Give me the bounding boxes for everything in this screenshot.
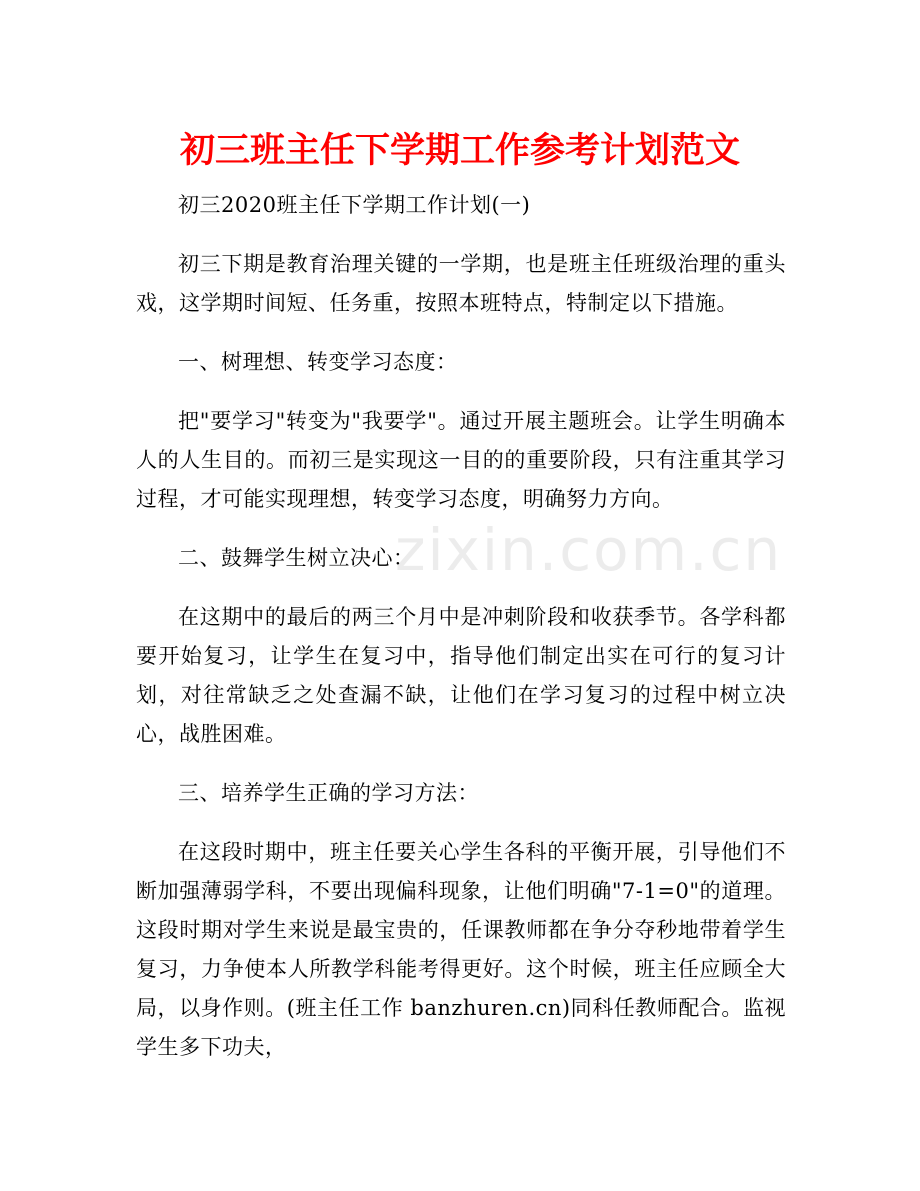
section-heading-2: 二、鼓舞学生树立决心： xyxy=(178,546,415,570)
section-heading-1: 一、树理想、转变学习态度： xyxy=(178,350,458,374)
paragraph-section-3: 在这段时期中，班主任要关心学生各科的平衡开展，引导他们不断加强薄弱学科，不要出现偏科现象，让他们明确"7-1=0"的道理。这段时期对学生来说是最宝贵的，任课教师都在争分夺秒地带着学生复习，力争使本人所教学科能考得更好。这个时候，班主任应顾全大局，以身作则。(班主任工作 banzhuren.cn)同科任教师配合。监视学生多下功夫， xyxy=(136,840,786,1059)
document-subtitle: 初三2020班主任下学期工作计划(一) xyxy=(178,193,531,217)
document-body xyxy=(136,186,786,1087)
watermark: zixin.com.cn xyxy=(395,516,783,584)
paragraph-intro: 初三下期是教育治理关键的一学期，也是班主任班级治理的重头戏，这学期时间短、任务重，按照本班特点，特制定以下措施。 xyxy=(136,252,786,315)
paragraph-section-1: 把"要学习"转变为"我要学"。通过开展主题班会。让学生明确本人的人生目的。而初三是实现这一目的的重要阶段，只有注重其学习过程，才可能实现理想，转变学习态度，明确努力方向。 xyxy=(136,409,786,511)
section-heading-3: 三、培养学生正确的学习方法： xyxy=(178,781,479,805)
paragraph-section-2: 在这期中的最后的两三个月中是冲刺阶段和收获季节。各学科都要开始复习，让学生在复习中，指导他们制定出实在可行的复习计划，对往常缺乏之处查漏不缺，让他们在学习复习的过程中树立决心，战胜困难。 xyxy=(136,605,786,746)
page-title: 初三班主任下学期工作参考计划范文 xyxy=(179,131,740,171)
